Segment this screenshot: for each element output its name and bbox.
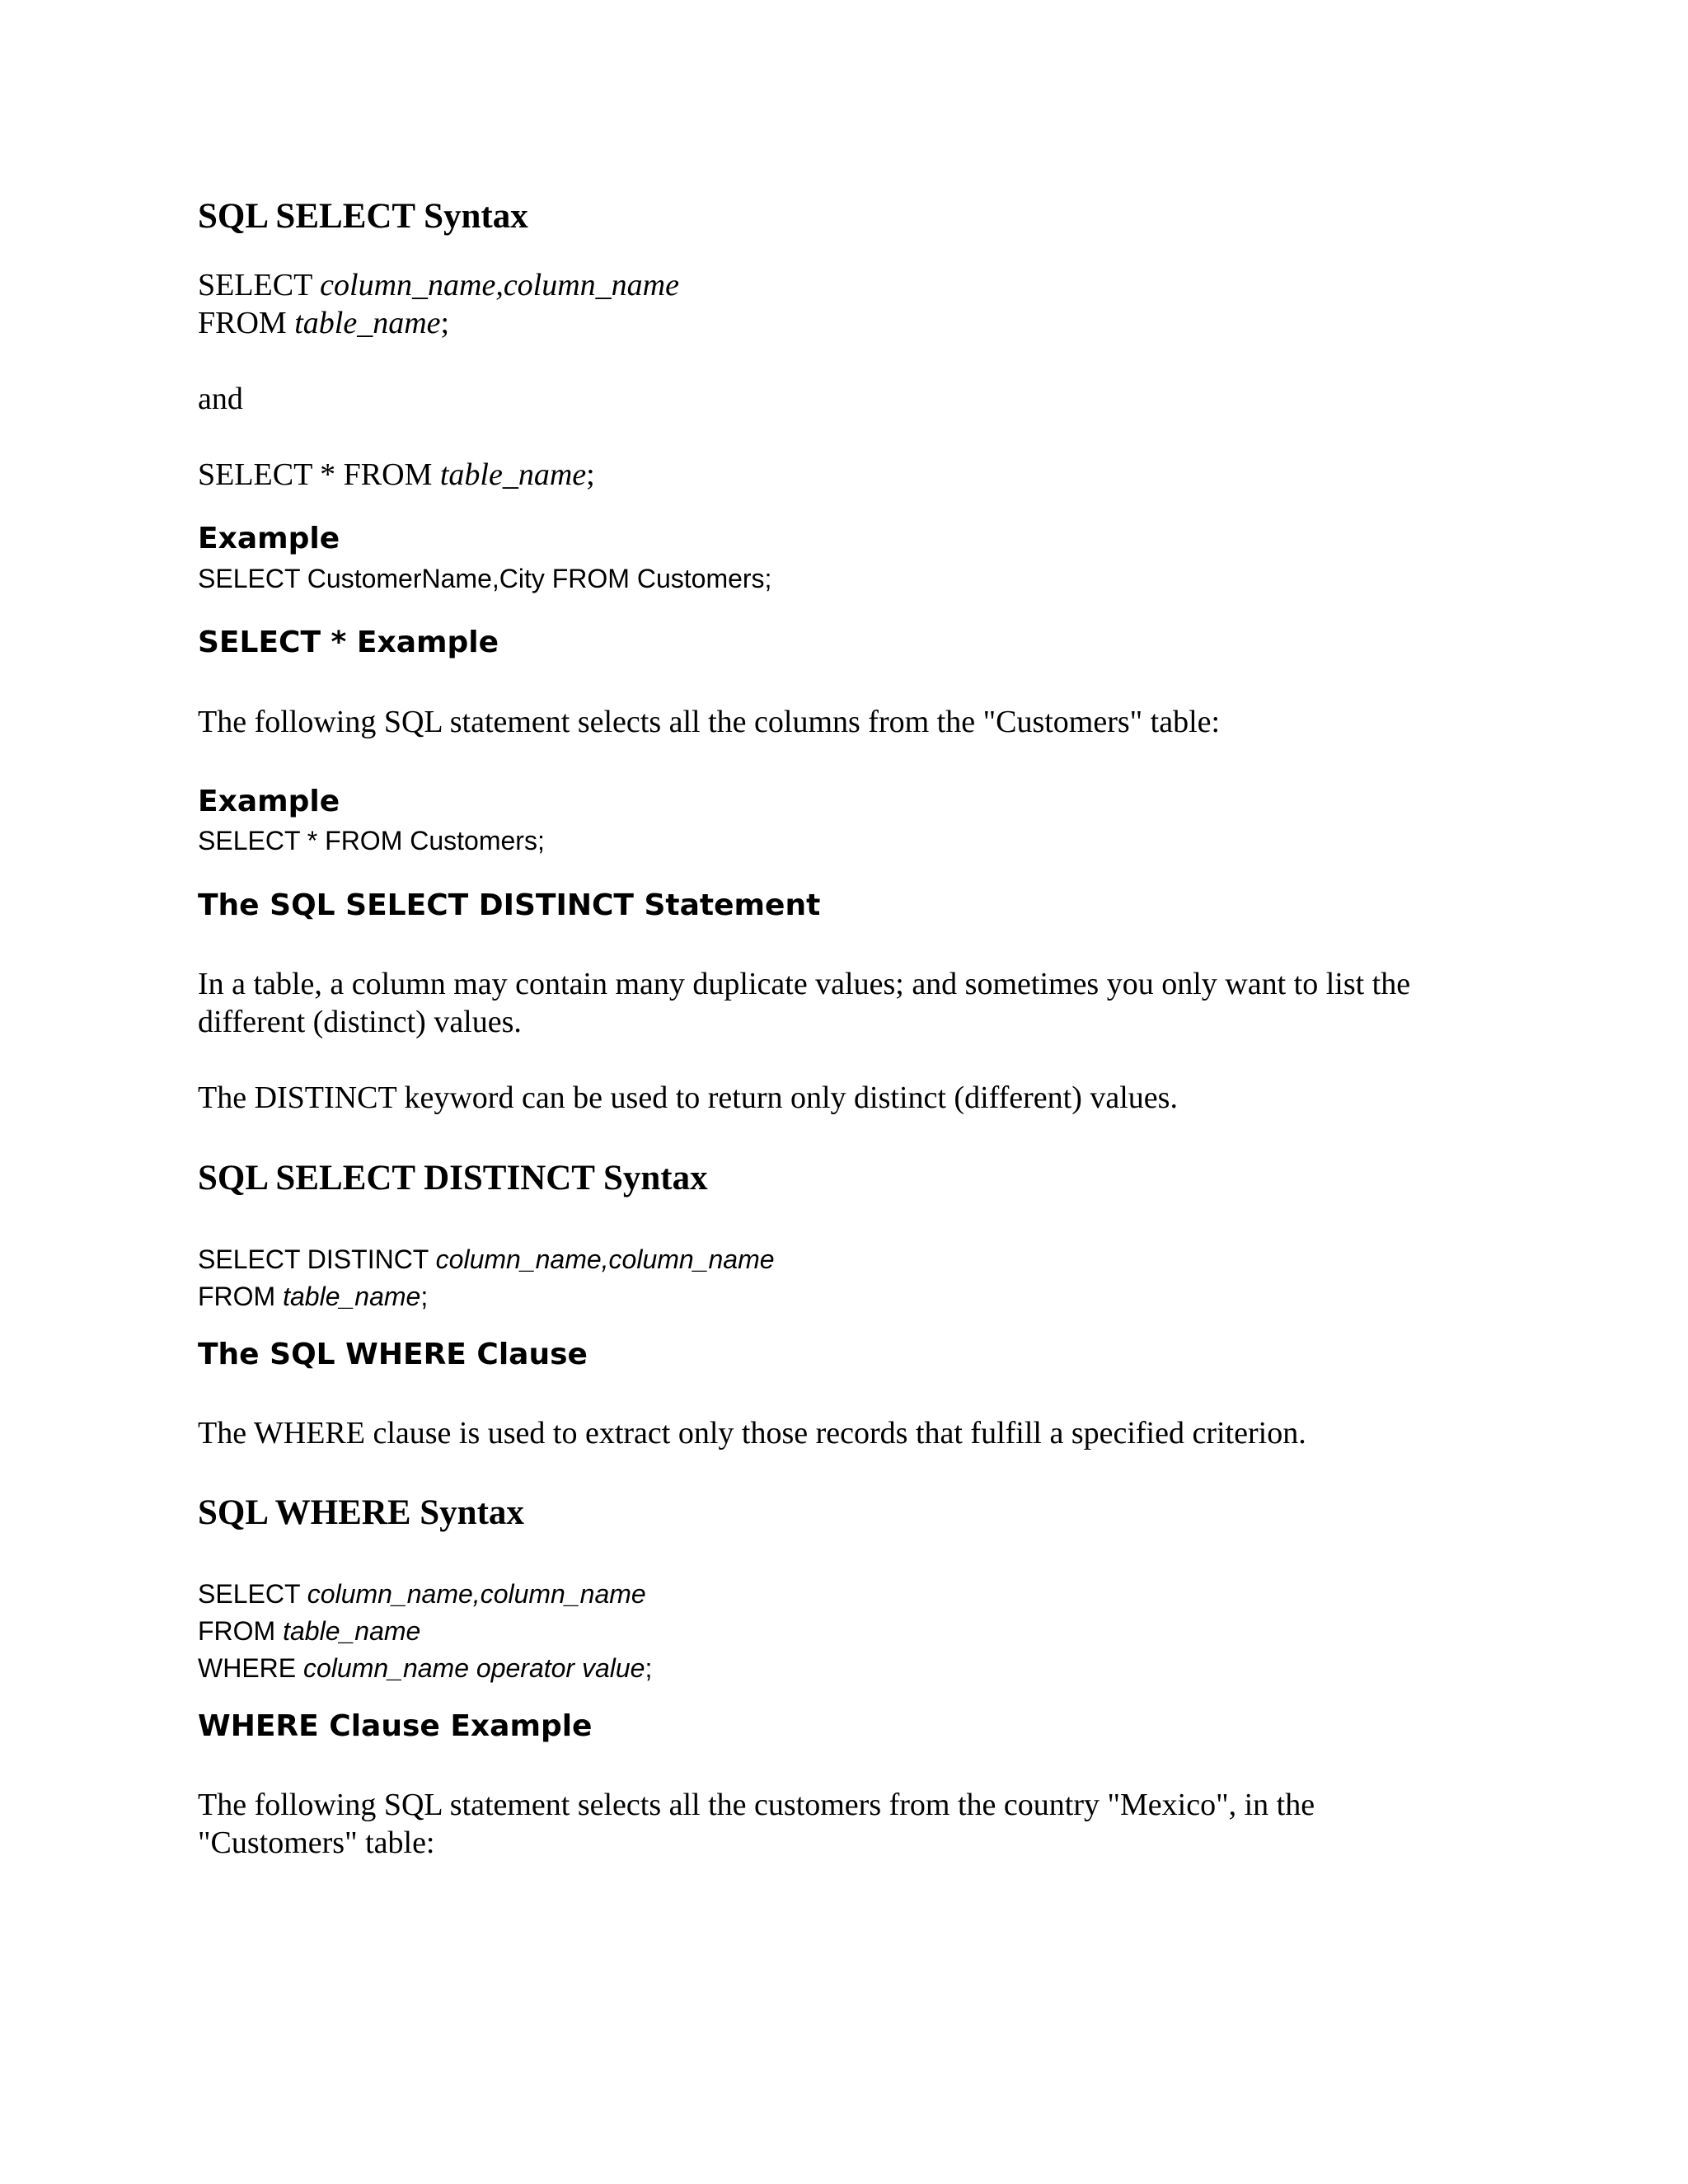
syntax-keyword: WHERE xyxy=(198,1653,303,1683)
paragraph-select-star: The following SQL statement selects all the columns from the "Customers" table: xyxy=(198,705,1221,739)
section-heading-select-star-example: SELECT * Example xyxy=(198,626,499,659)
syntax-line xyxy=(198,266,679,304)
section-heading-where-syntax: SQL WHERE Syntax xyxy=(198,1493,524,1532)
syntax-argument: table_name xyxy=(283,1282,421,1311)
paragraph-distinct-intro xyxy=(198,965,1410,1041)
syntax-line xyxy=(198,1241,775,1278)
section-heading-select-syntax: SQL SELECT Syntax xyxy=(198,197,528,236)
example-code: SELECT CustomerName,City FROM Customers; xyxy=(198,564,772,593)
paragraph-and: and xyxy=(198,382,243,416)
syntax-keyword: SELECT xyxy=(198,268,321,302)
section-heading-where-clause: The SQL WHERE Clause xyxy=(198,1338,588,1371)
select-star-syntax xyxy=(198,456,595,494)
syntax-terminator: ; xyxy=(420,1282,429,1311)
example-code: SELECT * FROM Customers; xyxy=(198,826,545,855)
syntax-keyword: SELECT DISTINCT xyxy=(198,1244,436,1274)
syntax-line xyxy=(198,304,679,342)
distinct-syntax-block xyxy=(198,1241,775,1315)
syntax-line xyxy=(198,1576,652,1613)
section-heading-select-distinct-syntax: SQL SELECT DISTINCT Syntax xyxy=(198,1159,708,1197)
paragraph-line: "Customers" table: xyxy=(198,1825,435,1860)
syntax-line xyxy=(198,1278,775,1315)
paragraph-where-clause: The WHERE clause is used to extract only those records that fulfill a specified criterion. xyxy=(198,1416,1306,1451)
paragraph-distinct-keyword: The DISTINCT keyword can be used to return only distinct (different) values. xyxy=(198,1080,1178,1115)
syntax-argument: table_name xyxy=(283,1616,421,1646)
syntax-keyword: FROM xyxy=(198,1282,284,1311)
syntax-argument: column_name,column_name xyxy=(320,268,679,302)
example-heading: Example xyxy=(198,522,340,555)
paragraph-line: In a table, a column may contain many duplicate values; and sometimes you only want to list the xyxy=(198,967,1411,1001)
syntax-terminator: ; xyxy=(440,306,450,340)
syntax-keyword: SELECT * FROM xyxy=(198,457,440,492)
syntax-terminator: ; xyxy=(645,1653,653,1683)
syntax-keyword: SELECT xyxy=(198,1579,307,1609)
syntax-terminator: ; xyxy=(586,457,595,492)
section-heading-select-distinct-statement: The SQL SELECT DISTINCT Statement xyxy=(198,888,821,922)
where-syntax-block xyxy=(198,1576,652,1687)
syntax-argument: table_name xyxy=(294,306,441,340)
paragraph-where-example xyxy=(198,1786,1315,1862)
syntax-line xyxy=(198,1650,652,1687)
example-heading: Example xyxy=(198,785,340,818)
syntax-argument: column_name operator value xyxy=(303,1653,645,1683)
syntax-argument: column_name,column_name xyxy=(435,1244,775,1274)
select-syntax-block xyxy=(198,266,679,342)
syntax-argument: table_name xyxy=(439,457,587,492)
paragraph-line: The following SQL statement selects all the customers from the country "Mexico", in the xyxy=(198,1788,1315,1822)
section-heading-where-example: WHERE Clause Example xyxy=(198,1709,593,1743)
paragraph-line: different (distinct) values. xyxy=(198,1005,522,1039)
syntax-keyword: FROM xyxy=(198,306,295,340)
syntax-argument: column_name,column_name xyxy=(307,1579,646,1609)
syntax-line xyxy=(198,1613,652,1650)
syntax-keyword: FROM xyxy=(198,1616,284,1646)
